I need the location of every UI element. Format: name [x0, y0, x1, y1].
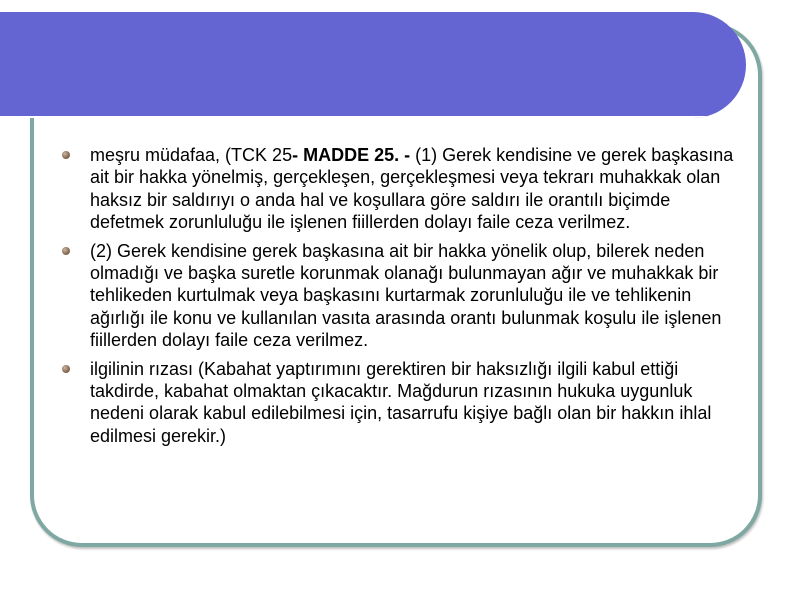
bullet-text: (2) Gerek kendisine gerek başkasına ait bir hakka yönelik olup, bilerek neden olmadığı ve başka suretle korunmak olanağı bulunmayan ağır ve muhakkak bir tehlikeden kurtulmak veya başkasını kurtarmak zorunluluğu ile ve tehlikenin ağırlığı ile konu ve kullanılan vasıta arasında orantı bulunmak koşulu ile işlenen fiillerden dolayı faile ceza verilmez.	[90, 240, 722, 351]
bullet-item	[62, 144, 734, 234]
bullet-list	[62, 144, 734, 453]
bullet-text-bold: - MADDE 25. -	[292, 145, 416, 165]
title-banner	[0, 12, 746, 118]
bullet-item	[62, 358, 734, 448]
bullet-icon	[62, 365, 70, 373]
bullet-icon	[62, 247, 70, 255]
bullet-text: meşru müdafaa, (TCK 25	[90, 145, 293, 165]
banner-divider	[0, 116, 708, 118]
bullet-item	[62, 240, 734, 352]
bullet-icon	[62, 151, 70, 159]
bullet-text: (1) Gerek kendisine ve gerek başkasına ait bir hakka yönelmiş, gerçekleşen, gerçekleşmesi veya tekrarı muhakkak olan haksız bir saldırıyı o anda hal ve koşullara göre saldırı ile orantılı biçimde defetmek zorunluluğu ile işlenen fiillerden dolayı faile ceza verilmez.	[90, 145, 734, 233]
bullet-text: ilgilinin rızası (Kabahat yaptırımını gerektiren bir haksızlığı ilgili kabul ettiği takdirde, kabahat olmaktan çıkacaktır. Mağdurun rızasının hukuka uygunluk nedeni olarak kabul edilebilmesi için, tasarrufu kişiye bağlı olan bir hakkın ihlal edilmesi gerekir.)	[90, 358, 712, 446]
